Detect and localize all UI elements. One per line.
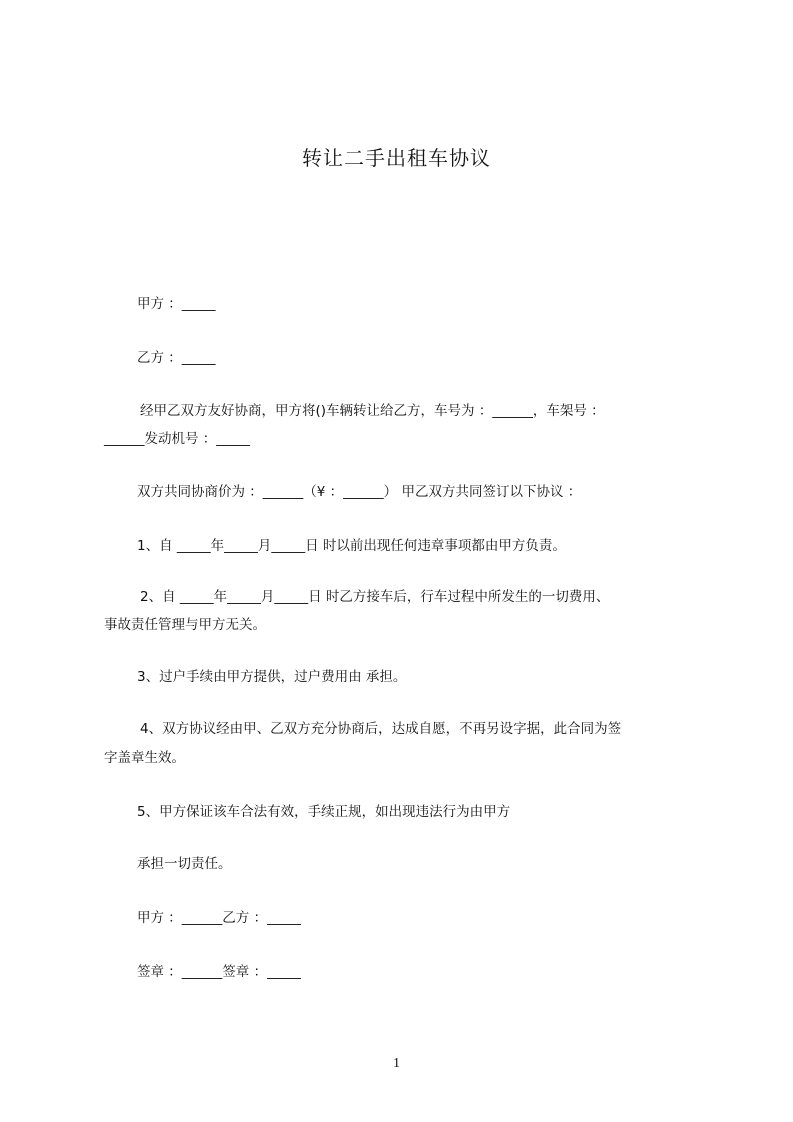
clause-5-line-1: 5、甲方保证该车合法有效，手续正规，如出现违法行为由甲方: [137, 804, 511, 820]
party-b-line: 乙方 ：_____: [137, 350, 216, 366]
intro-line-2: ______发动机号 ：_____: [104, 431, 251, 447]
clause-4-line-1: 4、双方协议经由甲、乙双方充分协商后，达成自愿，不再另设字据，此合同为签: [140, 721, 622, 737]
intro-line-1: 经甲乙双方友好协商，甲方将()车辆转让给乙方，车号为 ：______，车架号 ：: [140, 403, 605, 419]
signature-parties-line: 甲方 ：______乙方 ：_____: [137, 910, 301, 926]
clause-1: 1、自 _____年_____月_____日 时以前出现任何违章事项都由甲方负责。: [137, 538, 566, 554]
document-title: 转让二手出租车协议: [302, 146, 491, 170]
clause-5-line-2: 承担一切责任。: [137, 856, 232, 872]
clause-2-line-1: 2、自 _____年_____月_____日 时乙方接车后，行车过程中所发生的一切费用、: [140, 589, 610, 605]
page-number: 1: [393, 1056, 400, 1071]
clause-4-line-2: 字盖章生效。: [104, 750, 185, 766]
party-a-line: 甲方 ：_____: [137, 296, 216, 312]
clause-2-line-2: 事故责任管理与甲方无关。: [104, 617, 266, 633]
clause-3: 3、过户手续由甲方提供，过户费用由 承担。: [137, 669, 407, 685]
signature-seals-line: 签章 ：______签章 ：_____: [137, 964, 301, 980]
price-line: 双方共同协商价为 ：______（¥ ：______） 甲乙双方共同签订以下协议 ：: [137, 484, 582, 500]
